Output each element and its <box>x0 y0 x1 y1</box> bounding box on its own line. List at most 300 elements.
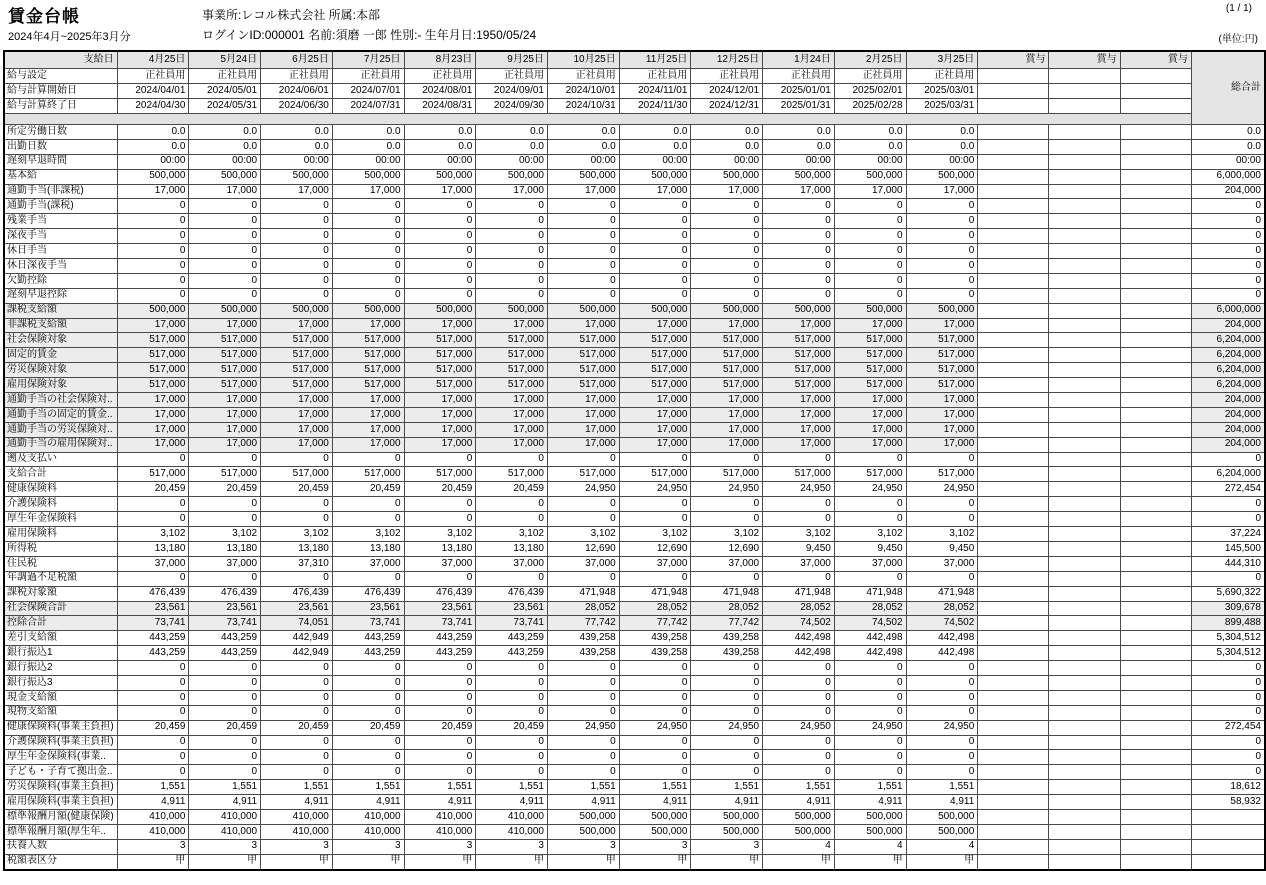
value-cell: 0 <box>404 452 476 467</box>
table-row <box>4 735 1265 750</box>
value-cell: 17,000 <box>619 184 691 199</box>
value-cell: 4,911 <box>189 795 261 810</box>
value-cell: 2024/09/01 <box>476 84 548 99</box>
value-cell: 500,000 <box>261 169 333 184</box>
value-cell: 0.0 <box>476 139 548 154</box>
col-header-month: 1月24日 <box>763 51 835 69</box>
row-label: 年調過不足税額 <box>4 571 117 586</box>
value-cell: 0 <box>189 750 261 765</box>
value-cell: 500,000 <box>547 809 619 824</box>
total-cell: 37,224 <box>1191 527 1265 542</box>
bonus-cell <box>978 527 1049 542</box>
value-cell: 00:00 <box>261 154 333 169</box>
value-cell: 73,741 <box>189 616 261 631</box>
value-cell: 0 <box>547 750 619 765</box>
value-cell: 0 <box>261 661 333 676</box>
bonus-cell <box>1120 556 1191 571</box>
table-row <box>4 169 1265 184</box>
value-cell: 0 <box>547 244 619 259</box>
value-cell: 3 <box>261 839 333 854</box>
value-cell: 17,000 <box>189 318 261 333</box>
spacer-cell <box>4 114 1191 125</box>
value-cell: 0 <box>906 705 978 720</box>
value-cell: 17,000 <box>476 318 548 333</box>
value-cell: 442,498 <box>763 646 835 661</box>
value-cell: 00:00 <box>834 154 906 169</box>
value-cell: 13,180 <box>117 541 189 556</box>
value-cell: 517,000 <box>619 333 691 348</box>
value-cell: 0 <box>763 735 835 750</box>
bonus-cell <box>978 452 1049 467</box>
value-cell: 4,911 <box>619 795 691 810</box>
bonus-cell <box>1120 497 1191 512</box>
value-cell: 500,000 <box>619 303 691 318</box>
bonus-cell <box>978 854 1049 869</box>
bonus-cell <box>978 407 1049 422</box>
value-cell: 476,439 <box>476 586 548 601</box>
value-cell: 0 <box>906 497 978 512</box>
value-cell: 0 <box>476 675 548 690</box>
value-cell: 517,000 <box>476 378 548 393</box>
value-cell: 2025/03/01 <box>906 84 978 99</box>
value-cell: 442,949 <box>261 646 333 661</box>
value-cell: 0 <box>834 229 906 244</box>
value-cell: 517,000 <box>763 467 835 482</box>
value-cell: 17,000 <box>691 437 763 452</box>
bonus-cell <box>1049 125 1120 140</box>
value-cell: 517,000 <box>619 378 691 393</box>
value-cell: 517,000 <box>547 363 619 378</box>
bonus-cell <box>978 646 1049 661</box>
bonus-cell <box>1120 363 1191 378</box>
table-row <box>4 214 1265 229</box>
value-cell: 0.0 <box>834 139 906 154</box>
bonus-cell <box>1049 363 1120 378</box>
value-cell: 517,000 <box>332 348 404 363</box>
table-row <box>4 407 1265 422</box>
value-cell: 13,180 <box>404 541 476 556</box>
value-cell: 517,000 <box>332 378 404 393</box>
value-cell: 0 <box>476 735 548 750</box>
value-cell: 4,911 <box>117 795 189 810</box>
value-cell: 0 <box>404 705 476 720</box>
value-cell: 17,000 <box>476 422 548 437</box>
value-cell: 410,000 <box>404 809 476 824</box>
value-cell: 0 <box>117 661 189 676</box>
value-cell: 0 <box>619 512 691 527</box>
total-cell: 899,488 <box>1191 616 1265 631</box>
value-cell: 2024/05/31 <box>189 99 261 114</box>
value-cell: 0.0 <box>619 139 691 154</box>
value-cell: 0 <box>189 705 261 720</box>
value-cell: 4 <box>763 839 835 854</box>
value-cell: 0 <box>763 214 835 229</box>
value-cell: 517,000 <box>189 348 261 363</box>
row-label: 銀行振込2 <box>4 661 117 676</box>
value-cell: 2025/02/28 <box>834 99 906 114</box>
table-row <box>4 452 1265 467</box>
value-cell: 17,000 <box>261 437 333 452</box>
total-cell <box>1191 824 1265 839</box>
value-cell: 4,911 <box>834 795 906 810</box>
value-cell: 0 <box>834 512 906 527</box>
value-cell: 0 <box>117 765 189 780</box>
value-cell: 0 <box>763 229 835 244</box>
bonus-cell <box>1049 393 1120 408</box>
value-cell: 17,000 <box>547 437 619 452</box>
value-cell: 17,000 <box>404 184 476 199</box>
value-cell: 3 <box>476 839 548 854</box>
value-cell: 0 <box>404 288 476 303</box>
row-label: 通勤手当の労災保険対.. <box>4 422 117 437</box>
value-cell: 2024/05/01 <box>189 84 261 99</box>
value-cell: 17,000 <box>547 407 619 422</box>
bonus-cell <box>1049 452 1120 467</box>
value-cell: 443,259 <box>189 631 261 646</box>
col-header-month: 4月25日 <box>117 51 189 69</box>
value-cell: 0 <box>189 452 261 467</box>
value-cell: 517,000 <box>763 378 835 393</box>
value-cell: 0 <box>117 452 189 467</box>
value-cell: 0 <box>332 273 404 288</box>
bonus-cell <box>1049 750 1120 765</box>
value-cell: 517,000 <box>117 378 189 393</box>
value-cell: 476,439 <box>404 586 476 601</box>
value-cell: 443,259 <box>404 646 476 661</box>
bonus-cell <box>1120 571 1191 586</box>
value-cell: 0.0 <box>691 125 763 140</box>
col-header-month: 6月25日 <box>261 51 333 69</box>
row-label: 労災保険料(事業主負担) <box>4 780 117 795</box>
value-cell: 0 <box>547 452 619 467</box>
value-cell: 37,000 <box>547 556 619 571</box>
value-cell: 17,000 <box>189 393 261 408</box>
value-cell: 28,052 <box>547 601 619 616</box>
value-cell: 476,439 <box>117 586 189 601</box>
bonus-cell <box>978 675 1049 690</box>
value-cell: 500,000 <box>189 169 261 184</box>
value-cell: 442,498 <box>906 646 978 661</box>
value-cell: 0 <box>261 229 333 244</box>
value-cell: 0 <box>547 259 619 274</box>
value-cell: 0 <box>906 690 978 705</box>
total-cell: 6,000,000 <box>1191 303 1265 318</box>
total-cell: 0 <box>1191 259 1265 274</box>
row-label: 通勤手当(課税) <box>4 199 117 214</box>
value-cell: 1,551 <box>834 780 906 795</box>
value-cell: 17,000 <box>834 393 906 408</box>
row-label: 労災保険対象 <box>4 363 117 378</box>
value-cell: 0 <box>117 199 189 214</box>
value-cell: 0 <box>476 750 548 765</box>
bonus-cell <box>1049 527 1120 542</box>
total-cell: 00:00 <box>1191 154 1265 169</box>
value-cell: 517,000 <box>189 467 261 482</box>
value-cell: 24,950 <box>547 482 619 497</box>
value-cell: 17,000 <box>763 407 835 422</box>
value-cell: 0 <box>117 512 189 527</box>
total-cell: 18,612 <box>1191 780 1265 795</box>
bonus-cell <box>1120 154 1191 169</box>
bonus-cell <box>978 690 1049 705</box>
value-cell: 471,948 <box>547 586 619 601</box>
value-cell: 0 <box>476 244 548 259</box>
value-cell: 439,258 <box>547 631 619 646</box>
table-row <box>4 795 1265 810</box>
value-cell: 20,459 <box>117 720 189 735</box>
total-cell: 0 <box>1191 512 1265 527</box>
value-cell: 13,180 <box>261 541 333 556</box>
value-cell: 17,000 <box>261 184 333 199</box>
value-cell: 439,258 <box>691 631 763 646</box>
value-cell: 0 <box>906 765 978 780</box>
bonus-cell <box>1120 169 1191 184</box>
value-cell: 13,180 <box>332 541 404 556</box>
value-cell: 0 <box>261 214 333 229</box>
value-cell: 0 <box>476 497 548 512</box>
value-cell: 3,102 <box>261 527 333 542</box>
value-cell: 0 <box>189 735 261 750</box>
bonus-cell <box>978 288 1049 303</box>
value-cell: 正社員用 <box>332 69 404 84</box>
value-cell: 0 <box>404 229 476 244</box>
value-cell: 28,052 <box>834 601 906 616</box>
bonus-cell <box>1120 795 1191 810</box>
value-cell: 0 <box>404 661 476 676</box>
value-cell: 0.0 <box>404 139 476 154</box>
bonus-cell <box>1120 616 1191 631</box>
value-cell: 甲 <box>476 854 548 869</box>
value-cell: 17,000 <box>691 407 763 422</box>
value-cell: 3,102 <box>117 527 189 542</box>
value-cell: 4,911 <box>691 795 763 810</box>
bonus-cell <box>1049 631 1120 646</box>
value-cell: 甲 <box>619 854 691 869</box>
value-cell: 0 <box>906 288 978 303</box>
bonus-cell <box>1049 229 1120 244</box>
value-cell: 24,950 <box>691 482 763 497</box>
value-cell: 0 <box>261 273 333 288</box>
table-row <box>4 750 1265 765</box>
total-cell: 145,500 <box>1191 541 1265 556</box>
bonus-cell <box>1049 571 1120 586</box>
value-cell: 0 <box>547 199 619 214</box>
setting-row <box>4 84 1265 99</box>
bonus-cell <box>978 809 1049 824</box>
value-cell: 17,000 <box>117 184 189 199</box>
value-cell: 17,000 <box>476 407 548 422</box>
value-cell: 17,000 <box>332 407 404 422</box>
bonus-cell <box>1049 422 1120 437</box>
value-cell: 17,000 <box>906 437 978 452</box>
bonus-cell <box>1120 437 1191 452</box>
value-cell: 517,000 <box>261 378 333 393</box>
value-cell: 0 <box>691 452 763 467</box>
value-cell: 0 <box>763 244 835 259</box>
bonus-cell <box>978 541 1049 556</box>
row-label: 所得税 <box>4 541 117 556</box>
value-cell: 甲 <box>261 854 333 869</box>
value-cell: 517,000 <box>189 378 261 393</box>
value-cell: 0 <box>834 765 906 780</box>
bonus-cell <box>1120 84 1191 99</box>
bonus-cell <box>1049 348 1120 363</box>
value-cell: 2025/01/01 <box>763 84 835 99</box>
value-cell: 0 <box>404 497 476 512</box>
value-cell: 0.0 <box>547 139 619 154</box>
value-cell: 0.0 <box>117 139 189 154</box>
value-cell: 甲 <box>691 854 763 869</box>
bonus-cell <box>978 333 1049 348</box>
value-cell: 0.0 <box>906 139 978 154</box>
value-cell: 517,000 <box>763 363 835 378</box>
bonus-cell <box>1120 273 1191 288</box>
table-row <box>4 661 1265 676</box>
value-cell: 0 <box>404 259 476 274</box>
value-cell: 4,911 <box>763 795 835 810</box>
bonus-cell <box>1049 720 1120 735</box>
bonus-cell <box>978 735 1049 750</box>
value-cell: 439,258 <box>619 631 691 646</box>
value-cell: 0 <box>906 512 978 527</box>
bonus-cell <box>1049 854 1120 869</box>
value-cell: 1,551 <box>691 780 763 795</box>
value-cell: 37,310 <box>261 556 333 571</box>
value-cell: 517,000 <box>189 333 261 348</box>
bonus-cell <box>1120 288 1191 303</box>
value-cell: 37,000 <box>332 556 404 571</box>
value-cell: 0 <box>332 497 404 512</box>
value-cell: 410,000 <box>261 809 333 824</box>
value-cell: 476,439 <box>332 586 404 601</box>
row-label: 健康保険料 <box>4 482 117 497</box>
table-row <box>4 854 1265 869</box>
total-cell: 58,932 <box>1191 795 1265 810</box>
bonus-cell <box>1049 809 1120 824</box>
row-label: 通勤手当の社会保険対.. <box>4 393 117 408</box>
value-cell: 500,000 <box>691 824 763 839</box>
value-cell: 23,561 <box>332 601 404 616</box>
value-cell: 0.0 <box>763 139 835 154</box>
value-cell: 20,459 <box>476 482 548 497</box>
value-cell: 0 <box>117 288 189 303</box>
bonus-cell <box>1049 556 1120 571</box>
bonus-cell <box>978 199 1049 214</box>
total-cell: 0 <box>1191 661 1265 676</box>
value-cell: 1,551 <box>189 780 261 795</box>
bonus-cell <box>1049 333 1120 348</box>
value-cell: 0.0 <box>117 125 189 140</box>
value-cell: 442,498 <box>834 646 906 661</box>
bonus-cell <box>1049 318 1120 333</box>
value-cell: 0 <box>691 675 763 690</box>
total-cell: 0 <box>1191 765 1265 780</box>
bonus-cell <box>978 125 1049 140</box>
table-row <box>4 273 1265 288</box>
table-row <box>4 809 1265 824</box>
value-cell: 3,102 <box>476 527 548 542</box>
bonus-cell <box>1049 467 1120 482</box>
value-cell: 2024/10/01 <box>547 84 619 99</box>
value-cell: 410,000 <box>261 824 333 839</box>
value-cell: 73,741 <box>332 616 404 631</box>
value-cell: 0 <box>834 675 906 690</box>
value-cell: 0 <box>404 750 476 765</box>
value-cell: 2024/04/30 <box>117 99 189 114</box>
value-cell: 0 <box>691 199 763 214</box>
value-cell: 17,000 <box>189 422 261 437</box>
bonus-cell <box>978 184 1049 199</box>
bonus-cell <box>1049 69 1120 84</box>
value-cell: 0 <box>189 288 261 303</box>
value-cell: 410,000 <box>189 824 261 839</box>
row-label: 銀行振込1 <box>4 646 117 661</box>
value-cell: 0 <box>117 259 189 274</box>
bonus-cell <box>978 750 1049 765</box>
table-row <box>4 690 1265 705</box>
value-cell: 12,690 <box>547 541 619 556</box>
value-cell: 443,259 <box>476 646 548 661</box>
value-cell: 471,948 <box>834 586 906 601</box>
bonus-cell <box>1049 795 1120 810</box>
row-label: 課税支給額 <box>4 303 117 318</box>
value-cell: 23,561 <box>189 601 261 616</box>
value-cell: 517,000 <box>332 467 404 482</box>
total-cell: 6,204,000 <box>1191 378 1265 393</box>
value-cell: 517,000 <box>763 333 835 348</box>
value-cell: 0 <box>404 512 476 527</box>
value-cell: 517,000 <box>404 333 476 348</box>
value-cell: 17,000 <box>117 407 189 422</box>
row-label: 遡及支払い <box>4 452 117 467</box>
value-cell: 0 <box>691 690 763 705</box>
value-cell: 0 <box>547 661 619 676</box>
value-cell: 439,258 <box>691 646 763 661</box>
value-cell: 23,561 <box>404 601 476 616</box>
value-cell: 0 <box>404 273 476 288</box>
value-cell: 3 <box>332 839 404 854</box>
table-row <box>4 586 1265 601</box>
value-cell: 0 <box>189 497 261 512</box>
value-cell: 甲 <box>763 854 835 869</box>
value-cell: 12,690 <box>691 541 763 556</box>
total-cell: 272,454 <box>1191 720 1265 735</box>
value-cell: 0 <box>189 675 261 690</box>
value-cell: 0 <box>332 259 404 274</box>
value-cell: 0 <box>906 661 978 676</box>
bonus-cell <box>978 422 1049 437</box>
value-cell: 17,000 <box>691 318 763 333</box>
bonus-cell <box>978 467 1049 482</box>
value-cell: 4 <box>834 839 906 854</box>
value-cell: 0 <box>763 690 835 705</box>
value-cell: 0 <box>547 765 619 780</box>
col-header-month: 12月25日 <box>691 51 763 69</box>
bonus-cell <box>1049 139 1120 154</box>
value-cell: 0 <box>691 512 763 527</box>
bonus-cell <box>978 259 1049 274</box>
total-cell <box>1191 839 1265 854</box>
table-row <box>4 512 1265 527</box>
value-cell: 17,000 <box>906 184 978 199</box>
value-cell: 甲 <box>547 854 619 869</box>
total-cell: 0 <box>1191 690 1265 705</box>
value-cell: 13,180 <box>189 541 261 556</box>
value-cell: 3,102 <box>332 527 404 542</box>
value-cell: 500,000 <box>117 169 189 184</box>
bonus-cell <box>1120 527 1191 542</box>
value-cell: 517,000 <box>906 348 978 363</box>
